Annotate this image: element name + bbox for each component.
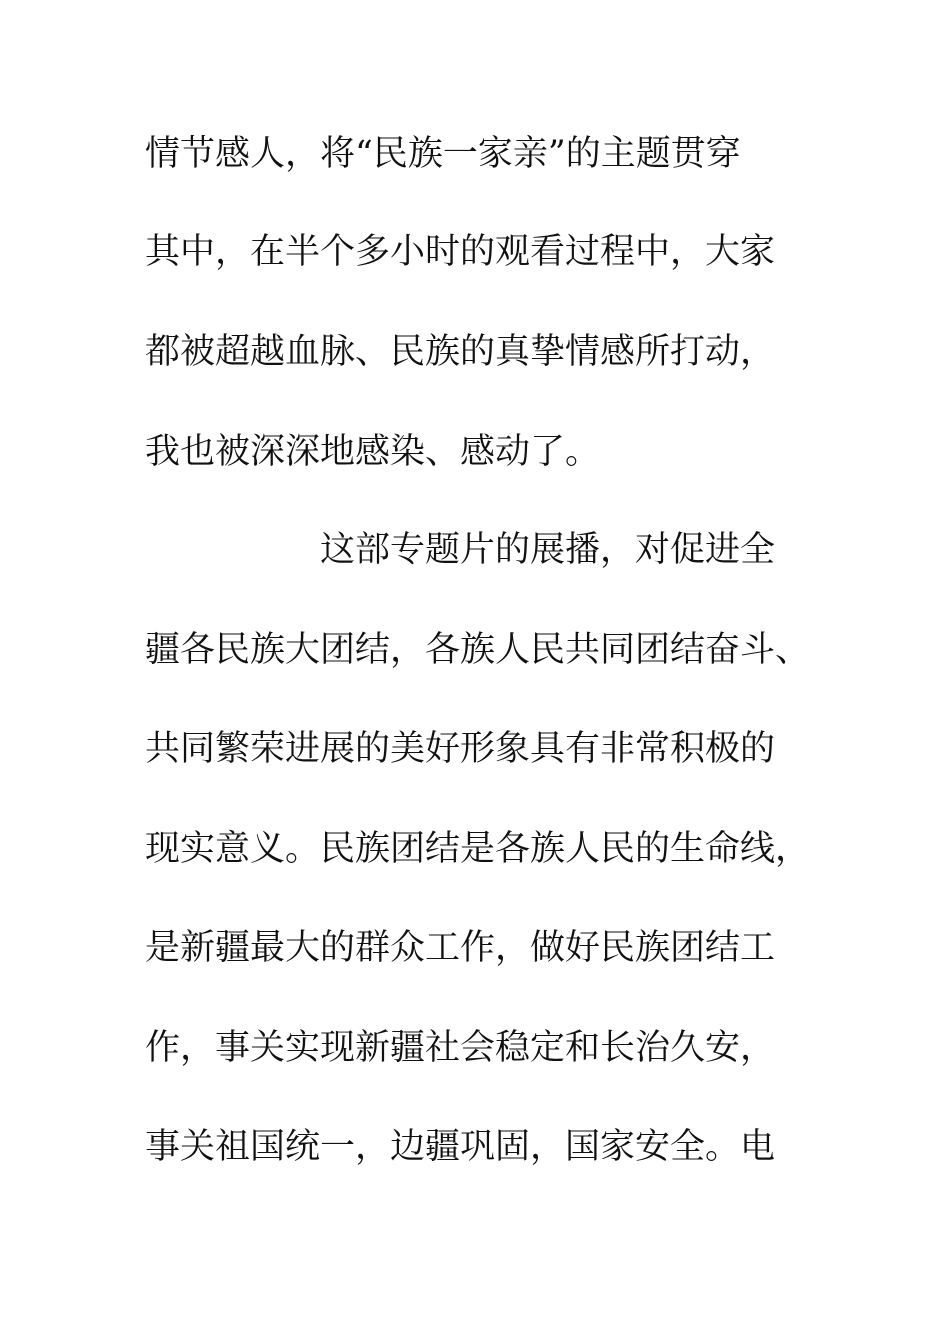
- text-line-1: 情节感人，将“民族一家亲”的主题贯穿: [145, 134, 741, 174]
- paragraph-start-line: 这部专题片的展播，对促进全: [320, 530, 776, 570]
- text-line-8: 现实意义。民族团结是各族人民的生命线，: [145, 829, 811, 869]
- text-line-3: 都被超越血脉、民族的真挚情感所打动，: [145, 332, 776, 372]
- text-line-4: 我也被深深地感染、感动了。: [145, 432, 601, 472]
- text-line-7: 共同繁荣进展的美好形象具有非常积极的: [145, 729, 776, 769]
- text-line-10: 作，事关实现新疆社会稳定和长治久安，: [145, 1028, 776, 1068]
- text-line-6: 疆各民族大团结，各族人民共同团结奋斗、: [145, 630, 811, 670]
- text-line-9: 是新疆最大的群众工作，做好民族团结工: [145, 928, 776, 968]
- text-line-11: 事关祖国统一，边疆巩固，国家安全。电: [145, 1127, 776, 1167]
- text-line-2: 其中，在半个多小时的观看过程中，大家: [145, 232, 776, 272]
